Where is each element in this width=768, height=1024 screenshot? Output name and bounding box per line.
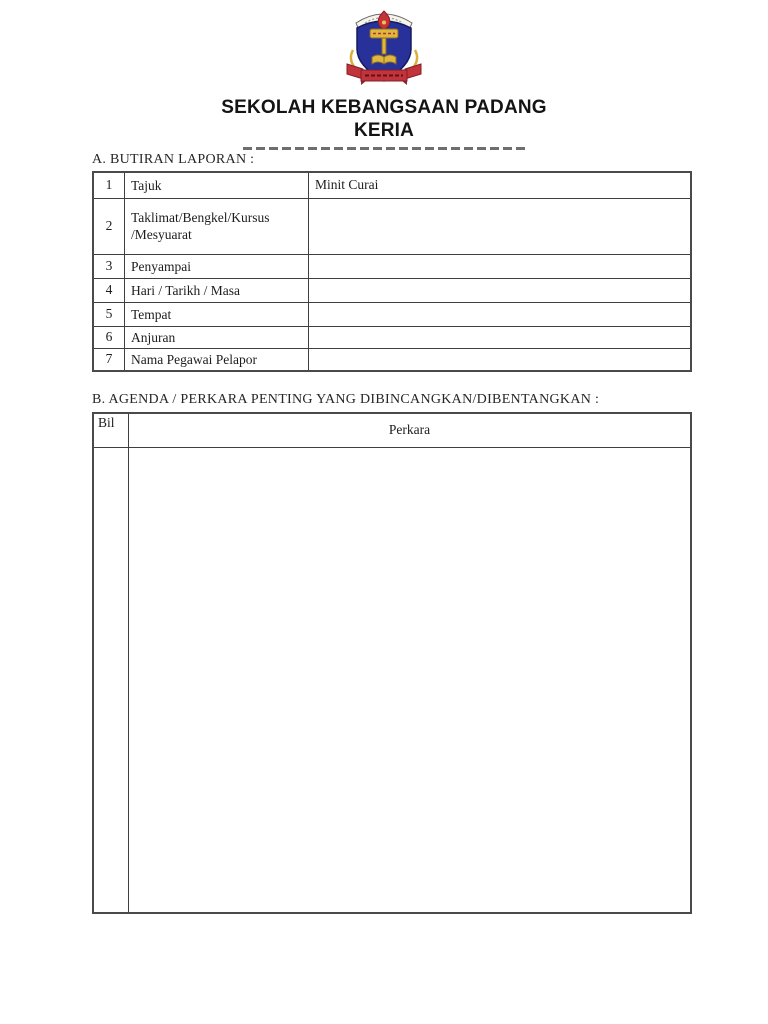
row-label: Nama Pegawai Pelapor <box>125 348 309 371</box>
row-number: 7 <box>93 348 125 371</box>
butiran-row <box>93 172 691 198</box>
row-number: 3 <box>93 254 125 278</box>
agenda-header-row <box>93 413 691 447</box>
row-value <box>309 326 692 348</box>
butiran-row <box>93 278 691 302</box>
butiran-row <box>93 302 691 326</box>
row-label: Taklimat/Bengkel/Kursus /Mesyuarat <box>125 198 309 254</box>
row-label: Hari / Tarikh / Masa <box>125 278 309 302</box>
butiran-row <box>93 198 691 254</box>
school-crest-icon <box>339 2 429 88</box>
crest-container <box>0 0 768 93</box>
butiran-row <box>93 348 691 371</box>
row-number: 4 <box>93 278 125 302</box>
agenda-perkara-table <box>92 412 692 914</box>
form-content <box>92 152 692 914</box>
row-number: 1 <box>93 172 125 198</box>
butiran-table-body <box>93 172 691 371</box>
agenda-bil-cell <box>93 447 129 913</box>
perkara-column-header: Perkara <box>129 413 692 447</box>
row-label: Anjuran <box>125 326 309 348</box>
school-name-line2: KERIA <box>353 120 415 141</box>
row-number: 5 <box>93 302 125 326</box>
page-title <box>0 96 768 142</box>
section-b-heading: B. AGENDA / PERKARA PENTING YANG DIBINCANGKAN/DIBENTANGKAN : <box>92 392 600 407</box>
row-value <box>309 348 692 371</box>
row-label: Tajuk <box>125 172 309 198</box>
butiran-laporan-table <box>92 171 692 372</box>
row-value <box>309 198 692 254</box>
row-number: 2 <box>93 198 125 254</box>
row-value <box>309 254 692 278</box>
agenda-perkara-cell <box>129 447 692 913</box>
row-value <box>309 278 692 302</box>
butiran-row <box>93 326 691 348</box>
row-label: Tempat <box>125 302 309 326</box>
row-value <box>309 302 692 326</box>
row-value: Minit Curai <box>309 172 692 198</box>
row-label: Penyampai <box>125 254 309 278</box>
agenda-body-row <box>93 447 691 913</box>
bil-column-header: Bil <box>93 413 129 447</box>
row-number: 6 <box>93 326 125 348</box>
clipped-address-line <box>243 147 525 150</box>
school-name-line1: SEKOLAH KEBANGSAAN PADANG <box>221 97 547 118</box>
section-a-heading: A. BUTIRAN LAPORAN : <box>92 152 255 167</box>
butiran-row <box>93 254 691 278</box>
